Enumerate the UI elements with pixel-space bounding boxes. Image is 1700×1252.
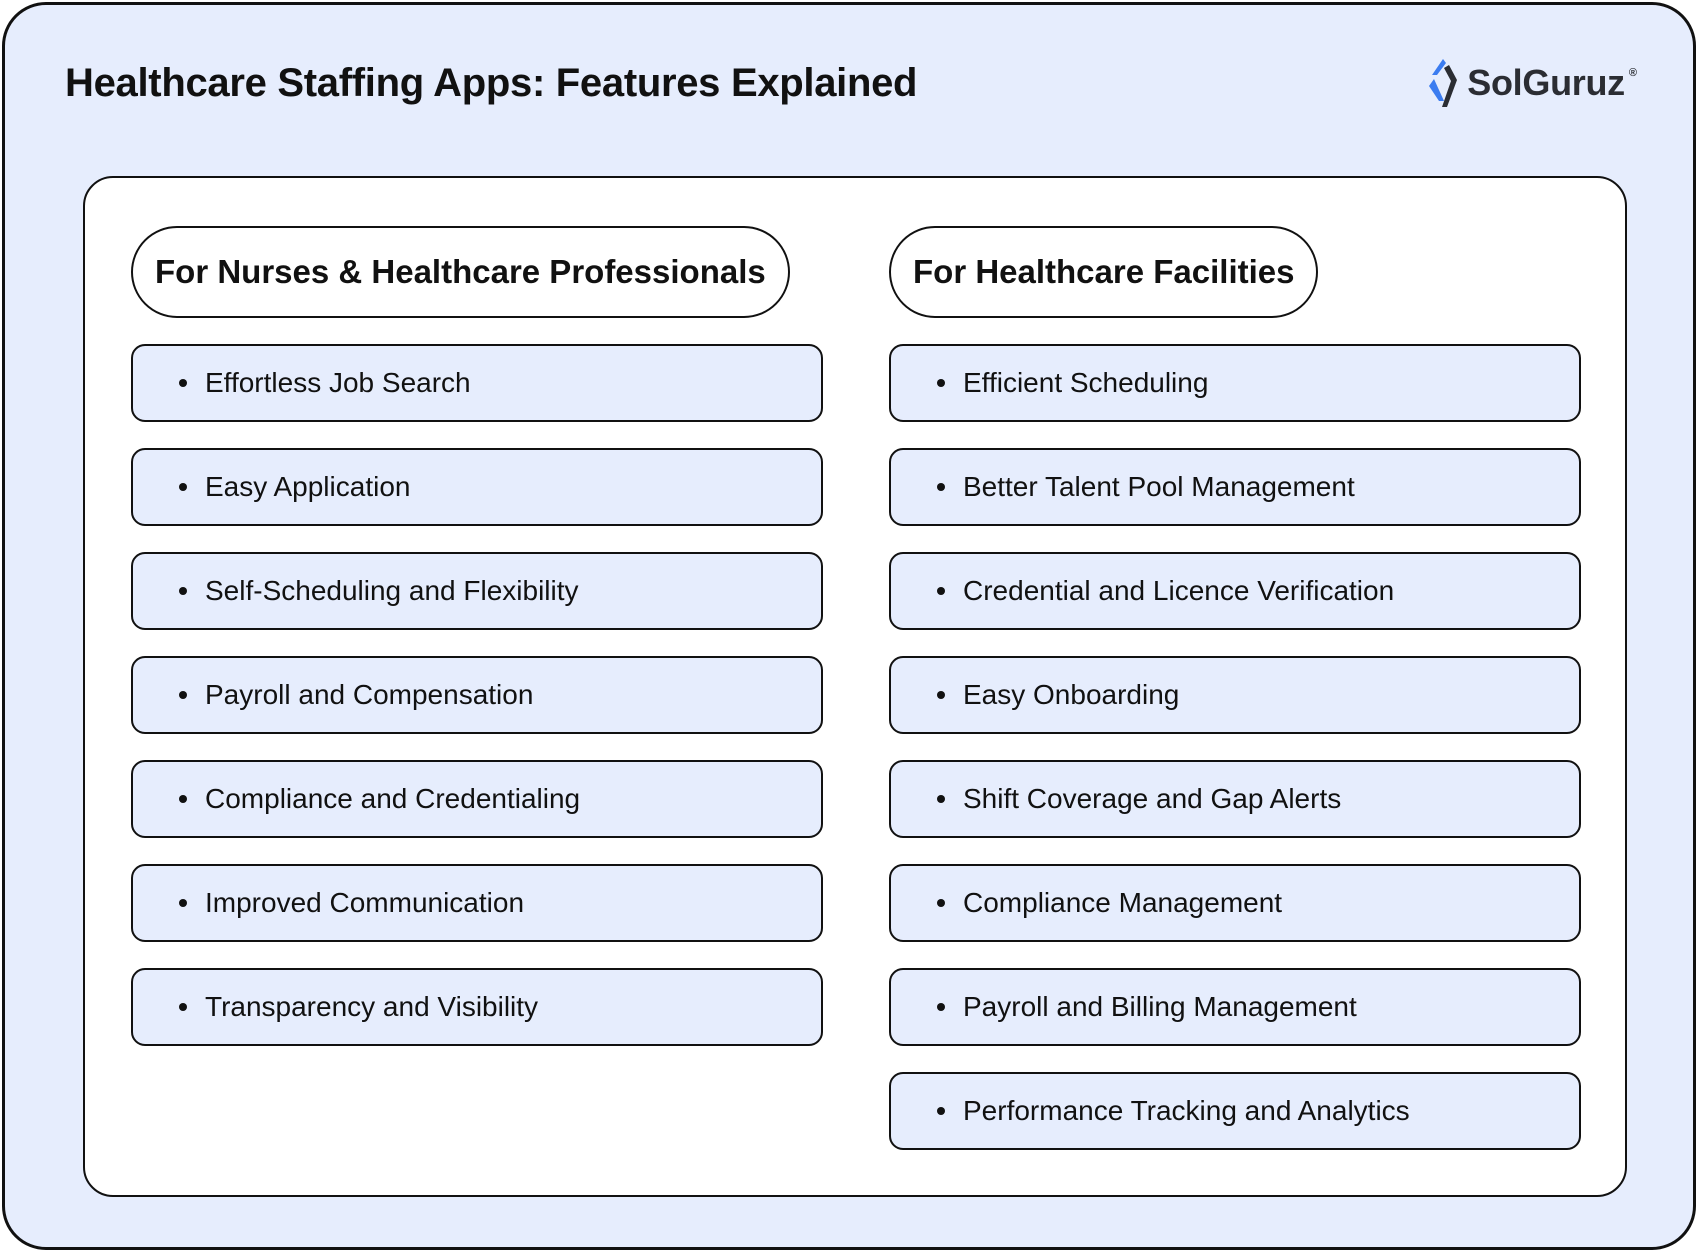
bullet-icon — [937, 1003, 945, 1011]
feature-label: Performance Tracking and Analytics — [963, 1095, 1410, 1126]
feature-label: Payroll and Billing Management — [963, 991, 1357, 1022]
feature-label: Self-Scheduling and Flexibility — [205, 575, 579, 606]
solguruz-logo-icon — [1423, 55, 1463, 111]
infographic-frame — [2, 2, 1696, 1250]
feature-item — [131, 968, 823, 1046]
bullet-icon — [937, 379, 945, 387]
feature-label: Improved Communication — [205, 887, 525, 918]
feature-label: Better Talent Pool Management — [963, 471, 1355, 502]
facilities-feature-list — [889, 344, 1581, 1150]
feature-item — [889, 968, 1581, 1046]
feature-item — [131, 552, 823, 630]
bullet-icon — [937, 691, 945, 699]
feature-item — [131, 760, 823, 838]
bullet-icon — [179, 379, 187, 387]
feature-label: Compliance Management — [963, 887, 1283, 918]
bullet-icon — [937, 587, 945, 595]
facilities-column — [889, 226, 1581, 1176]
feature-item — [889, 552, 1581, 630]
feature-label: Payroll and Compensation — [205, 679, 534, 710]
feature-item — [889, 1072, 1581, 1150]
bullet-icon — [179, 587, 187, 595]
brand-registered-mark: ® — [1628, 67, 1637, 79]
bullet-icon — [179, 483, 187, 491]
feature-item — [889, 344, 1581, 422]
feature-item — [889, 448, 1581, 526]
nurses-feature-list — [131, 344, 823, 1046]
feature-item — [889, 656, 1581, 734]
nurses-column-heading: For Nurses & Healthcare Professionals — [131, 226, 790, 318]
brand-name: SolGuruz — [1467, 62, 1625, 103]
feature-item — [131, 656, 823, 734]
feature-item — [889, 760, 1581, 838]
bullet-icon — [179, 691, 187, 699]
feature-label: Effortless Job Search — [205, 367, 471, 398]
bullet-icon — [937, 795, 945, 803]
feature-label: Efficient Scheduling — [963, 367, 1209, 398]
feature-label: Compliance and Credentialing — [205, 783, 581, 814]
bullet-icon — [937, 1107, 945, 1115]
feature-label: Easy Application — [205, 471, 411, 502]
bullet-icon — [179, 1003, 187, 1011]
brand-logo — [1423, 55, 1637, 111]
feature-item — [131, 344, 823, 422]
feature-item — [889, 864, 1581, 942]
nurses-column — [131, 226, 823, 1072]
features-panel — [83, 176, 1627, 1197]
facilities-column-heading: For Healthcare Facilities — [889, 226, 1318, 318]
bullet-icon — [937, 483, 945, 491]
feature-label: Easy Onboarding — [963, 679, 1180, 710]
page-title: Healthcare Staffing Apps: Features Explained — [65, 61, 918, 105]
feature-item — [131, 864, 823, 942]
bullet-icon — [179, 795, 187, 803]
bullet-icon — [179, 899, 187, 907]
feature-item — [131, 448, 823, 526]
feature-label: Credential and Licence Verification — [963, 575, 1395, 606]
feature-label: Transparency and Visibility — [205, 991, 539, 1022]
bullet-icon — [937, 899, 945, 907]
feature-label: Shift Coverage and Gap Alerts — [963, 783, 1342, 814]
